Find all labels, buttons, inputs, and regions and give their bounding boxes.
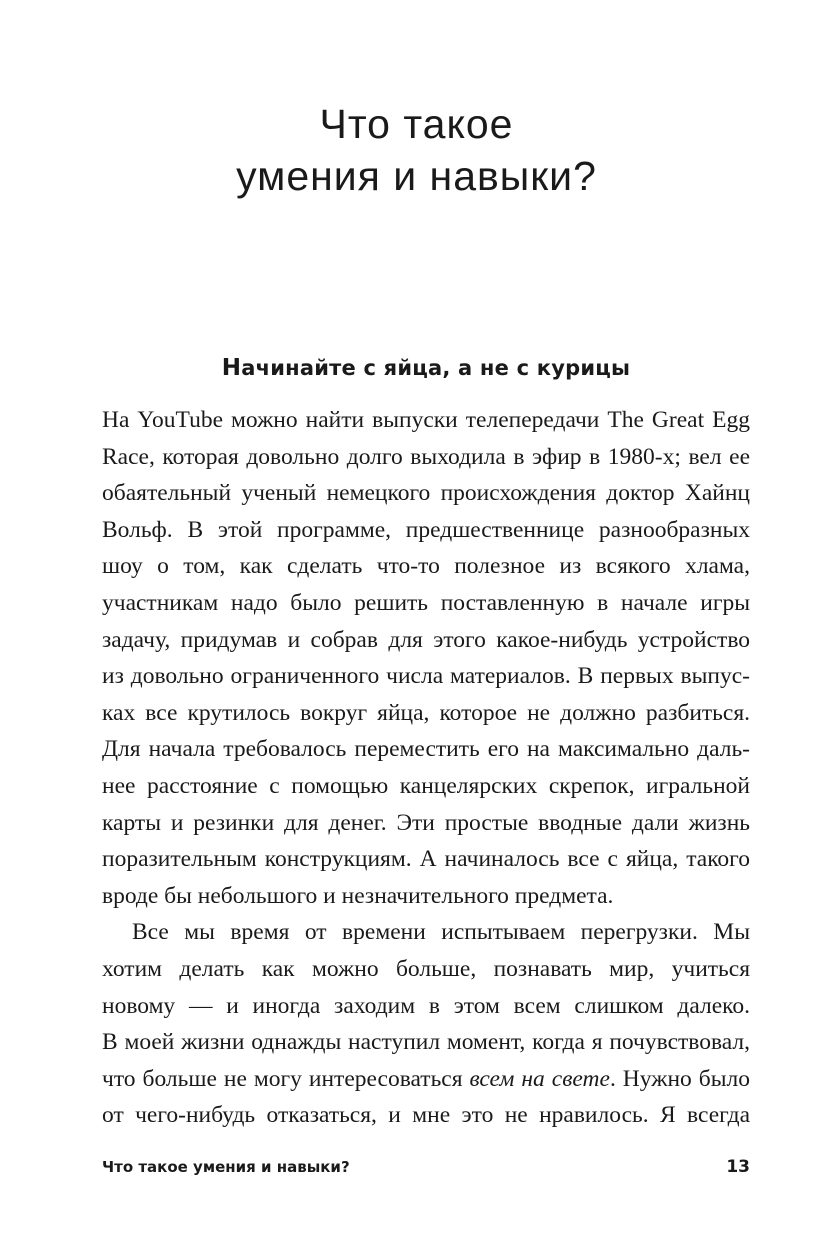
text-line: карты и резинки для денег. Эти простые вводные дали жизнь [102,809,750,836]
running-title: Что такое умения и навыки? [102,1158,350,1176]
page-footer [102,1152,750,1182]
chapter-title-line-2: умения и навыки? [236,153,597,199]
section-heading [0,350,833,386]
text-line: Race, которая довольно долго выходила в эфир в 1980-х; вел ее [102,443,750,470]
paragraph-2 [102,914,750,1134]
text-line [102,1061,750,1098]
section-heading-initial: Н [221,355,242,381]
text-line: поразительным конструкциям. А начиналось все с яйца, такого [102,846,750,873]
text-line: Все мы время от времени испытываем перегрузки. Мы [132,919,750,946]
text-segment: . Нужно было [609,1065,750,1092]
text-segment: что больше не могу интересоваться [102,1065,470,1092]
italic-emphasis: всем на свете [469,1065,610,1092]
page-number: 13 [726,1157,750,1177]
text-line: шоу о том, как сделать что-то полезное из всякого хлама, [102,553,750,580]
text-line: На YouTube можно найти выпуски телепередачи The Great Egg [102,407,750,433]
text-line: Вольф. В этой программе, предшественнице разнообразных [102,516,750,543]
text-line: хотим делать как можно больше, познавать мир, учиться [102,955,750,982]
text-line: участникам надо было решить поставленную в начале игры [102,589,750,616]
text-line: нее расстояние с помощью канцелярских скрепок, игральной [102,772,750,799]
text-line: В моей жизни однажды наступил момент, когда я почувствовал, [102,1029,750,1056]
text-line: из довольно ограниченного числа материалов. В первых выпус- [102,663,750,690]
chapter-title [0,98,833,202]
text-line: вроде бы небольшого и незначительного предмета. [102,882,614,909]
text-line: Для начала требовалось переместить его на максимально даль- [102,736,750,763]
section-heading-rest: ачинайте с яйца, а не с курицы [241,356,631,380]
paragraph-1 [102,402,750,914]
text-line: обаятельный ученый немецкого происхождения доктор Хайнц [102,480,750,507]
body-text [102,402,750,1134]
chapter-title-line-1: Что такое [319,101,514,147]
text-line: ках все крутилось вокруг яйца, которое не должно разбиться. [102,699,750,726]
text-line: от чего-нибудь отказаться, и мне это не нравилось. Я всегда [102,1102,750,1129]
text-line: новому — и иногда заходим в этом всем слишком далеко. [102,992,750,1019]
text-line: задачу, придумав и собрав для этого какое-нибудь устройство [102,626,750,653]
